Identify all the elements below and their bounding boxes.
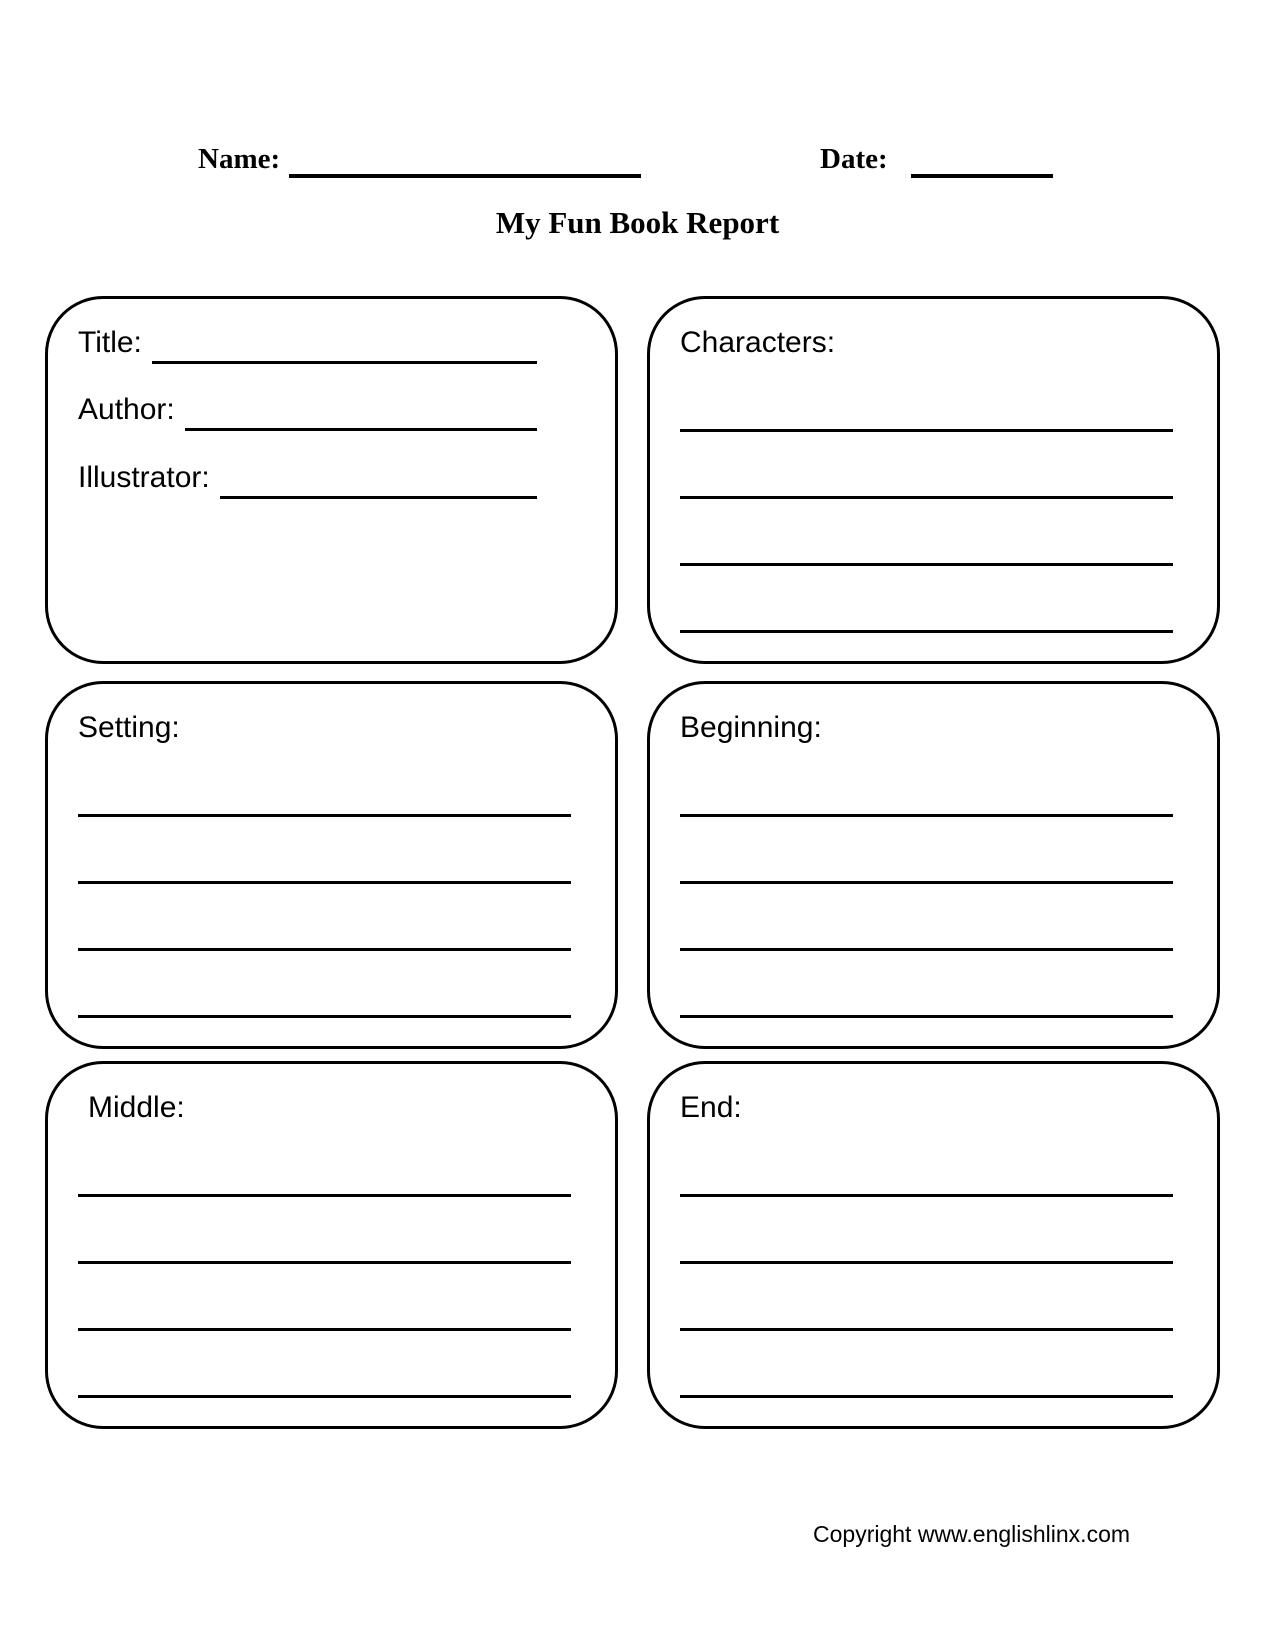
date-blank-line (911, 174, 1053, 178)
box-characters (647, 296, 1220, 664)
writing-line (680, 1015, 1173, 1018)
writing-line (680, 563, 1173, 566)
characters-label: Characters: (680, 326, 836, 359)
field-row-author (78, 389, 537, 431)
writing-line (680, 429, 1173, 432)
box-setting (45, 681, 618, 1049)
name-label: Name: (198, 143, 281, 175)
box-beginning (647, 681, 1220, 1049)
writing-line (680, 1261, 1173, 1264)
middle-label: Middle: (88, 1091, 185, 1124)
beginning-label: Beginning: (680, 711, 822, 744)
box-end (647, 1061, 1220, 1429)
name-blank-line (289, 174, 641, 178)
writing-line (78, 1261, 571, 1264)
writing-line (680, 630, 1173, 633)
writing-line (680, 1395, 1173, 1398)
writing-line (78, 1015, 571, 1018)
author-blank-line (185, 428, 537, 431)
setting-label: Setting: (78, 711, 180, 744)
field-row-illustrator (78, 457, 537, 499)
writing-line (680, 496, 1173, 499)
writing-line (78, 948, 571, 951)
writing-line (78, 881, 571, 884)
author-label: Author: (78, 393, 175, 426)
writing-line (78, 814, 571, 817)
box-middle (45, 1061, 618, 1429)
copyright-text: Copyright www.englishlinx.com (813, 1521, 1131, 1547)
title-label: Title: (78, 326, 142, 359)
writing-line (680, 948, 1173, 951)
illustrator-label: Illustrator: (78, 461, 210, 494)
field-row-title (78, 322, 537, 364)
writing-line (680, 881, 1173, 884)
writing-line (680, 1194, 1173, 1197)
writing-line (680, 1328, 1173, 1331)
writing-line (78, 1328, 571, 1331)
end-label: End: (680, 1091, 742, 1124)
page-title: My Fun Book Report (495, 205, 780, 240)
writing-line (78, 1395, 571, 1398)
date-label: Date: (820, 143, 888, 175)
writing-line (78, 1194, 571, 1197)
title-blank-line (152, 361, 537, 364)
box-book-info (45, 296, 618, 664)
illustrator-blank-line (220, 496, 537, 499)
writing-line (680, 814, 1173, 817)
